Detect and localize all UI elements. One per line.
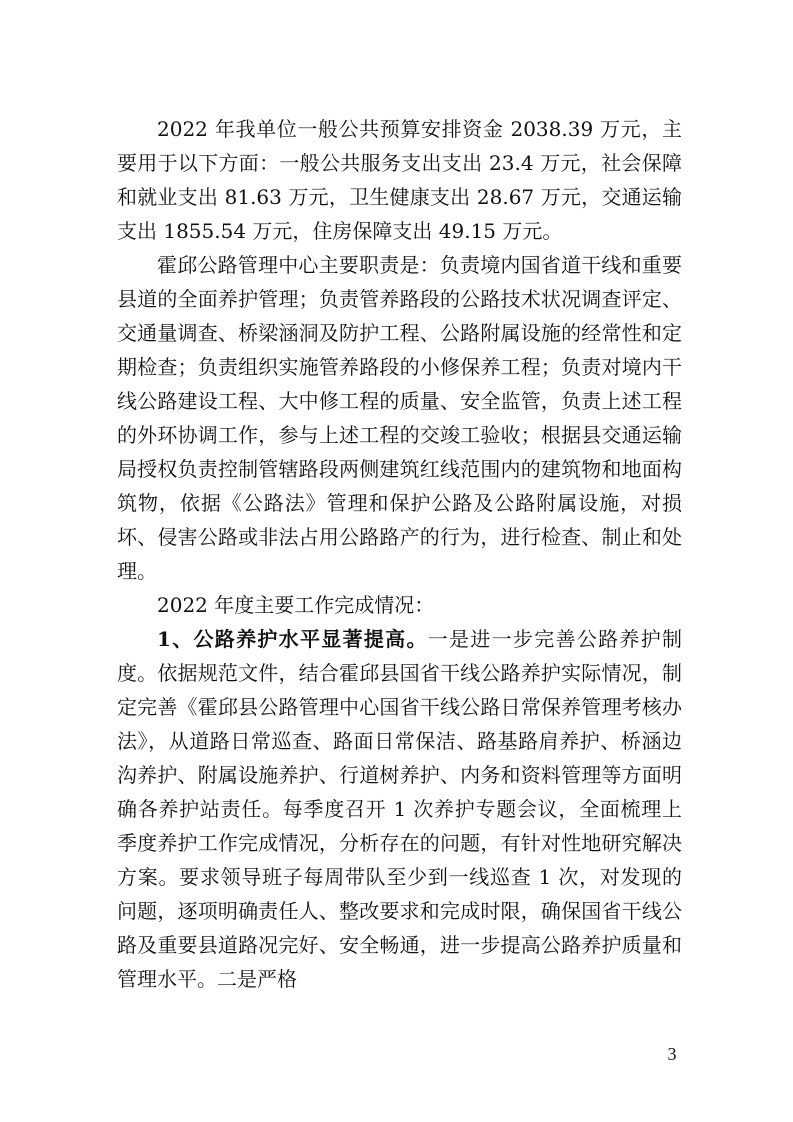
page-number: 3 [667, 1044, 677, 1064]
paragraph-budget [117, 112, 682, 248]
paragraph-text: 一是进一步完善公路养护制度。依据规范文件，结合霍邱县国省干线公路养护实际情况，制定完善《霍邱县公路管理中心国省干线公路日常保养管理考核办法》，从道路日常巡查、路面日常保洁、路基路肩养护、桥涵边沟养护、附属设施养护、行道树养护、内务和资料管理等方面明确各养护站责任。每季度召开 1 次养护专题会议，全面梳理上季度养护工作完成情况，分析存在的问题，有针对性地研究解决方案。要求领导班子每周带队至少到一线巡查 1 次，对发现的问题，逐项明确责任人、整改要求和完成时限，确保国省干线公路及重要县道路况完好、安全畅通，进一步提高公路养护质量和管理水平。二是严格 [117, 627, 682, 991]
paragraph-text: 2022 年度主要工作完成情况： [157, 593, 435, 617]
paragraph-lead-bold: 1、公路养护水平显著提高。 [157, 627, 428, 651]
paragraph-text: 2022 年我单位一般公共预算安排资金 2038.39 万元，主要用于以下方面：一般公共服务支出支出 23.4 万元，社会保障和就业支出 81.63 万元，卫生健康支出 28.67 万元，交通运输支出 1855.54 万元，住房保障支出 49.15 万元。 [117, 117, 682, 243]
document-body [117, 112, 682, 996]
paragraph-road-maintenance [117, 622, 682, 996]
paragraph-duties [117, 248, 682, 588]
paragraph-work-summary-heading [117, 588, 682, 622]
paragraph-text: 霍邱公路管理中心主要职责是：负责境内国省道干线和重要县道的全面养护管理；负责管养路段的公路技术状况调查评定、交通量调查、桥梁涵洞及防护工程、公路附属设施的经常性和定期检查；负责组织实施管养路段的小修保养工程；负责对境内干线公路建设工程、大中修工程的质量、安全监管，负责上述工程的外环协调工作，参与上述工程的交竣工验收；根据县交通运输局授权负责控制管辖路段两侧建筑红线范围内的建筑物和地面构筑物，依据《公路法》管理和保护公路及公路附属设施，对损坏、侵害公路或非法占用公路路产的行为，进行检查、制止和处理。 [117, 253, 682, 583]
